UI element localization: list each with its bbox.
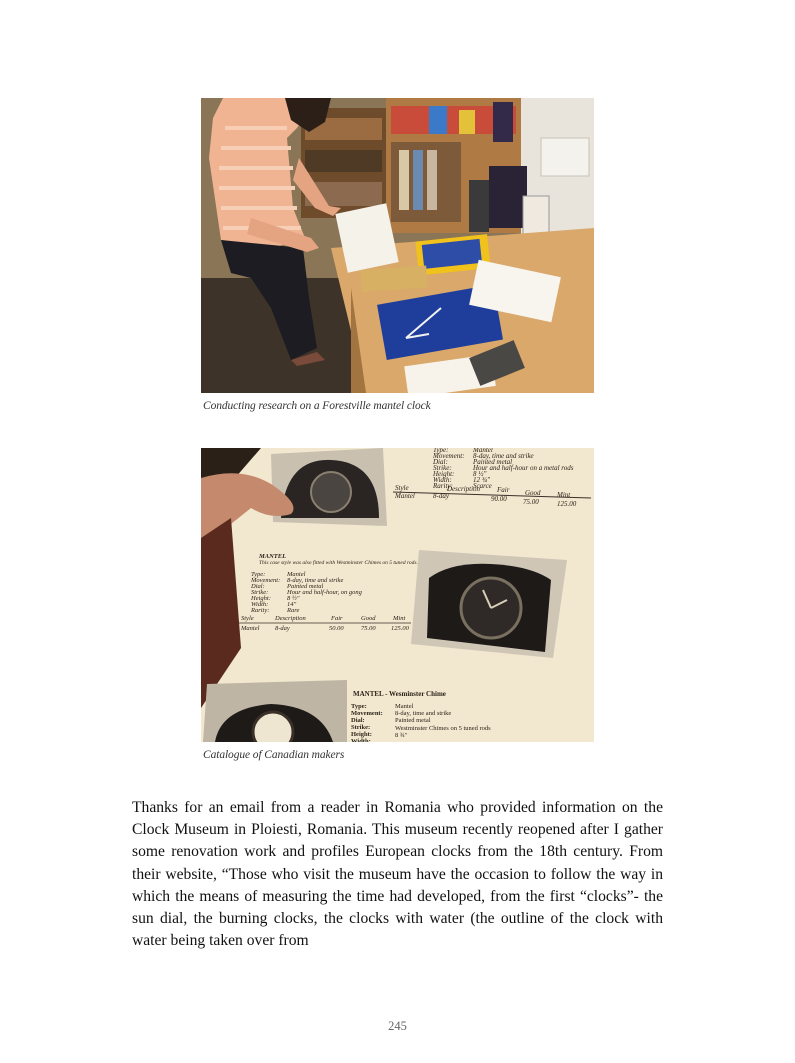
- svg-text:Hour and half-hour, on gong: Hour and half-hour, on gong: [287, 589, 362, 596]
- svg-text:8-day, time and strike: 8-day, time and strike: [395, 710, 452, 717]
- svg-text:Mantel: Mantel: [241, 625, 260, 632]
- research-photo: [201, 98, 594, 393]
- middle-spec-heading: MANTEL: [259, 553, 287, 560]
- svg-text:75.00: 75.00: [523, 498, 539, 506]
- svg-text:Height:: Height:: [251, 595, 271, 602]
- svg-text:Rare: Rare: [287, 607, 300, 614]
- svg-text:Type:: Type:: [351, 703, 367, 710]
- bottom-spec-heading: MANTEL - Wesminster Chime: [353, 690, 446, 698]
- middle-spec-note: This case style was also fitted with Westminster Chimes on 5 tuned rods.: [259, 560, 418, 566]
- svg-text:125.00: 125.00: [557, 500, 577, 508]
- svg-text:8 ½": 8 ½": [287, 595, 300, 602]
- svg-text:Painted metal: Painted metal: [287, 583, 324, 590]
- svg-text:75.00: 75.00: [361, 625, 376, 632]
- figure-2-caption: Catalogue of Canadian makers: [203, 749, 345, 761]
- svg-text:Mantel: Mantel: [395, 703, 414, 710]
- svg-text:Width:: Width:: [351, 738, 371, 742]
- svg-text:12 ¾": 12 ¾": [473, 476, 490, 484]
- svg-text:8-day, time and strike: 8-day, time and strike: [473, 452, 534, 460]
- svg-text:Painted metal: Painted metal: [395, 717, 431, 724]
- svg-text:Painted metal: Painted metal: [473, 458, 513, 466]
- svg-text:Mantel: Mantel: [473, 448, 493, 454]
- catalogue-photo: [201, 448, 594, 742]
- svg-text:Movement:: Movement:: [351, 710, 383, 717]
- svg-text:Description: Description: [447, 485, 481, 493]
- svg-text:90.00: 90.00: [491, 495, 507, 503]
- svg-text:Dial:: Dial:: [433, 458, 448, 466]
- svg-text:Strike:: Strike:: [351, 724, 371, 731]
- page-number: 245: [388, 1019, 407, 1033]
- svg-text:Rarity:: Rarity:: [433, 482, 453, 490]
- svg-text:Style: Style: [241, 615, 254, 622]
- svg-text:Movement:: Movement:: [433, 452, 465, 460]
- svg-text:Westminster Chimes on 5 tuned: Westminster Chimes on 5 tuned rods: [395, 725, 491, 732]
- svg-text:Scarce: Scarce: [473, 482, 492, 490]
- svg-text:Type:: Type:: [433, 448, 449, 454]
- svg-text:Height:: Height:: [433, 470, 455, 478]
- svg-text:Hour and half-hour on a metal: Hour and half-hour on a metal rods: [473, 464, 574, 472]
- body-paragraph: Thanks for an email from a reader in Romania who provided information on the Clock Museum in Ploiesti, Romania. This museum recently reopened after I gather some renovation work and profiles European clocks from the 18th century. From their website, “Those who visit the museum have the occasion to follow the way in which the means of measuring the time had developed, from the first “clocks”- the sun dial, the burning clocks, the clocks with water (the outline of the clock with water being taken over from: [132, 799, 663, 950]
- svg-text:Rarity:: Rarity:: [251, 607, 270, 614]
- svg-text:Style: Style: [395, 484, 409, 492]
- svg-text:Strike:: Strike:: [433, 464, 452, 472]
- svg-text:Type:: Type:: [251, 571, 266, 578]
- svg-text:8-day, time and strike: 8-day, time and strike: [287, 577, 344, 584]
- svg-text:8 ¾": 8 ¾": [395, 732, 408, 739]
- svg-text:Width:: Width:: [251, 601, 269, 608]
- svg-text:Description: Description: [275, 615, 306, 622]
- svg-text:Strike:: Strike:: [251, 589, 269, 596]
- svg-text:Height:: Height:: [351, 731, 372, 738]
- svg-text:Mint: Mint: [557, 491, 571, 499]
- svg-text:Fair: Fair: [331, 615, 343, 622]
- svg-text:Dial:: Dial:: [351, 717, 365, 724]
- svg-text:8 ½": 8 ½": [473, 470, 487, 478]
- svg-text:Width:: Width:: [433, 476, 452, 484]
- svg-text:Fair: Fair: [497, 486, 510, 494]
- svg-text:Mantel: Mantel: [287, 571, 306, 578]
- svg-text:125.00: 125.00: [391, 625, 409, 632]
- figure-1-caption: Conducting research on a Forestville mantel clock: [203, 400, 431, 412]
- svg-text:50.00: 50.00: [329, 625, 344, 632]
- svg-text:8-day: 8-day: [275, 625, 290, 632]
- svg-text:14": 14": [287, 601, 297, 608]
- svg-text:Mint: Mint: [393, 615, 406, 622]
- svg-text:Dial:: Dial:: [251, 583, 265, 590]
- svg-text:Good: Good: [525, 489, 541, 497]
- svg-text:8-day: 8-day: [433, 492, 449, 500]
- svg-text:Mantel: Mantel: [395, 492, 415, 500]
- svg-text:Good: Good: [361, 615, 376, 622]
- svg-text:Movement:: Movement:: [251, 577, 281, 584]
